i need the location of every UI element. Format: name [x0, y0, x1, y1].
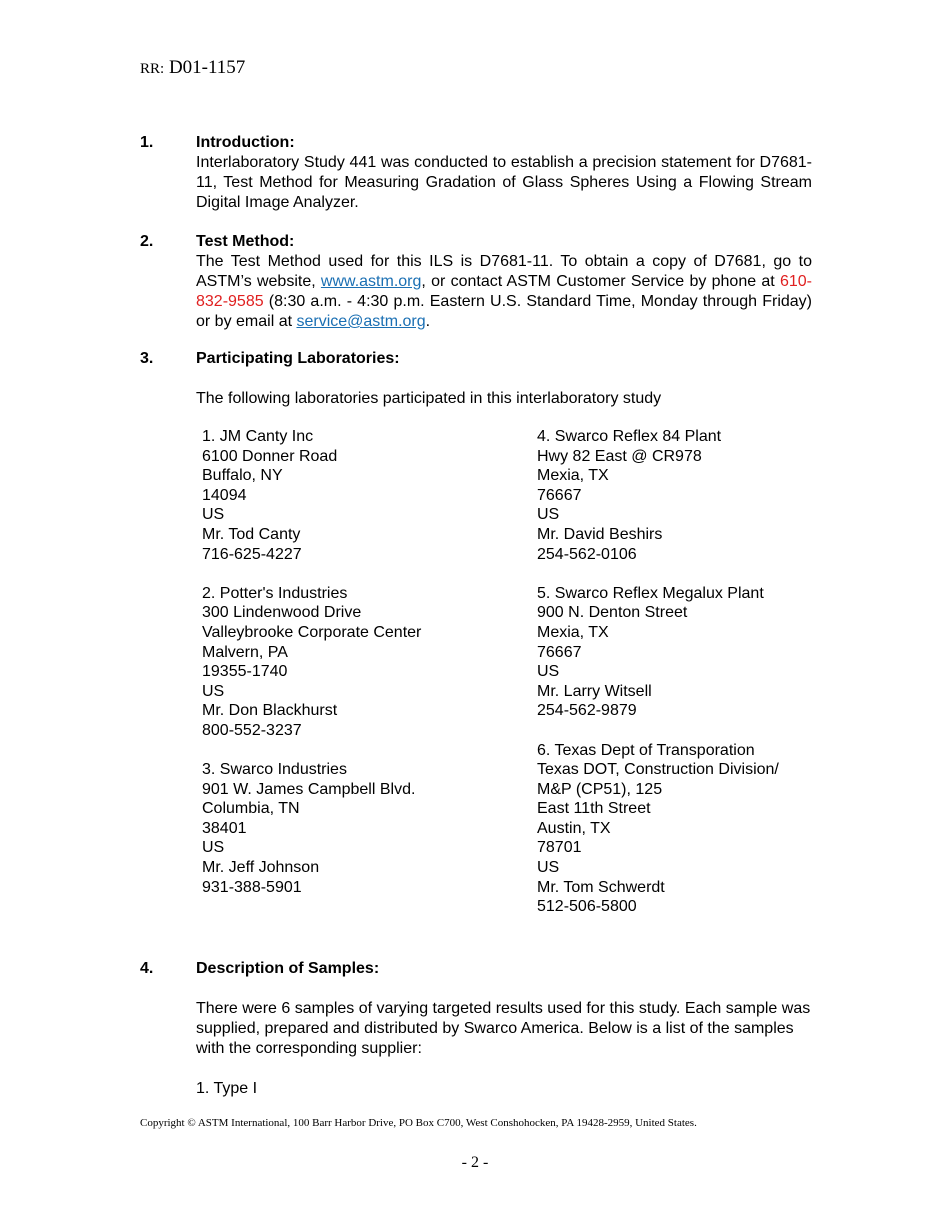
section-number: 3. — [140, 350, 154, 367]
lab-address-line: 901 W. James Campbell Blvd. — [202, 780, 416, 798]
lab-address-line: Mexia, TX — [537, 467, 609, 485]
lab-entry — [537, 427, 857, 564]
lab-address-line: 800-552-3237 — [202, 721, 302, 739]
lab-address-line: Mr. Don Blackhurst — [202, 702, 338, 720]
section-title: Participating Laboratories: — [196, 350, 400, 367]
lab-address-line: 14094 — [202, 486, 247, 504]
labs-column-left — [202, 427, 522, 917]
lab-name: 2. Potter's Industries — [202, 584, 348, 602]
section-introduction — [140, 133, 812, 213]
section-title: Test Method: — [196, 233, 295, 250]
lab-entry — [202, 584, 522, 741]
section-number: 4. — [140, 960, 154, 977]
section-participating-labs — [140, 349, 812, 409]
lab-address-line: US — [202, 682, 225, 700]
lab-address-line: US — [537, 859, 560, 877]
lab-name: 5. Swarco Reflex Megalux Plant — [537, 584, 764, 602]
rr-label: RR: — [140, 61, 165, 77]
lab-address-line: 38401 — [202, 819, 247, 837]
lab-address-line: M&P (CP51), 125 — [537, 780, 663, 798]
text-run: (8:30 a.m. - 4:30 p.m. Eastern U.S. Standard Time, Monday through Friday) or by email at — [196, 293, 812, 330]
lab-address-line: 300 Lindenwood Drive — [202, 604, 362, 622]
lab-entry — [202, 760, 522, 897]
lab-address-line: Mr. Larry Witsell — [537, 682, 652, 700]
section-text: Interlaboratory Study 441 was conducted to establish a precision statement for D7681-11, Test Method for Measuring Gradation of Glass Spheres Using a Flowing Stream Digital Image Analyzer. — [196, 154, 812, 211]
lab-address-line: 76667 — [537, 643, 582, 661]
lab-name: 4. Swarco Reflex 84 Plant — [537, 428, 722, 445]
lab-address-line: Mr. David Beshirs — [537, 525, 663, 543]
section-samples — [140, 959, 812, 1099]
email-link[interactable]: service@astm.org — [296, 313, 426, 330]
copyright: Copyright © ASTM International, 100 Barr Harbor Drive, PO Box C700, West Conshohocken, PA 19428-2959, United States. — [140, 1117, 697, 1129]
section-number: 1. — [140, 134, 154, 151]
section-text — [196, 252, 812, 332]
lab-address-line: Hwy 82 East @ CR978 — [537, 447, 702, 465]
lab-address-line: Valleybrooke Corporate Center — [202, 623, 422, 641]
lab-address-line: Texas DOT, Construction Division/ — [537, 761, 779, 779]
lab-address-line: 6100 Donner Road — [202, 447, 338, 465]
lab-address-line: 76667 — [537, 486, 582, 504]
lab-address-line: 512-506-5800 — [537, 898, 637, 916]
lab-address-line: Malvern, PA — [202, 643, 288, 661]
lab-address-line: Mr. Jeff Johnson — [202, 859, 320, 877]
lab-address-line: US — [202, 506, 225, 524]
text-run: The Test Method used for this ILS is D7681-11. To obtain a copy of D7681, go to ASTM’s website, — [196, 253, 812, 290]
lab-address-line: 716-625-4227 — [202, 545, 302, 563]
labs-intro: The following laboratories participated in this interlaboratory study — [196, 390, 662, 407]
lab-address-line: Columbia, TN — [202, 800, 300, 818]
lab-address-line: Mr. Tod Canty — [202, 525, 301, 543]
section-text: There were 6 samples of varying targeted results used for this study. Each sample was supplied, prepared and distributed by Swarco America. Below is a list of the samples with the corresponding supplier: — [196, 1000, 811, 1057]
lab-entry — [537, 741, 857, 917]
phone-number: 610-832-9585 — [196, 273, 812, 310]
section-title: Introduction: — [196, 134, 295, 151]
text-run: , or contact ASTM Customer Service by phone at — [421, 273, 780, 290]
lab-name: 1. JM Canty Inc — [202, 428, 314, 445]
lab-entry — [202, 427, 522, 564]
lab-name: 3. Swarco Industries — [202, 761, 347, 779]
section-title: Description of Samples: — [196, 960, 380, 977]
page-number: - 2 - — [461, 1154, 489, 1171]
lab-address-line: 254-562-9879 — [537, 702, 637, 720]
report-number — [140, 57, 245, 79]
lab-address-line: US — [537, 663, 560, 681]
lab-address-line: US — [537, 506, 560, 524]
lab-address-line: 78701 — [537, 839, 582, 857]
lab-entry — [537, 584, 857, 721]
sample-item: 1. Type I — [196, 1080, 258, 1097]
lab-address-line: 931-388-5901 — [202, 878, 302, 896]
lab-name: 6. Texas Dept of Transporation — [537, 741, 755, 759]
rr-number: D01-1157 — [168, 57, 246, 78]
lab-address-line: Buffalo, NY — [202, 467, 283, 485]
lab-address-line: 254-562-0106 — [537, 545, 637, 563]
lab-address-line: 900 N. Denton Street — [537, 604, 688, 622]
lab-address-line: 19355-1740 — [202, 663, 288, 681]
lab-address-line: Mexia, TX — [537, 623, 609, 641]
website-link[interactable]: www.astm.org — [320, 273, 422, 290]
lab-address-line: East 11th Street — [537, 800, 651, 818]
section-number: 2. — [140, 233, 154, 250]
lab-address-line: US — [202, 839, 225, 857]
lab-address-line: Mr. Tom Schwerdt — [537, 878, 665, 896]
section-test-method — [140, 232, 812, 332]
lab-address-line: Austin, TX — [537, 819, 611, 837]
labs-column-right — [537, 427, 857, 936]
text-run: . — [425, 313, 431, 330]
